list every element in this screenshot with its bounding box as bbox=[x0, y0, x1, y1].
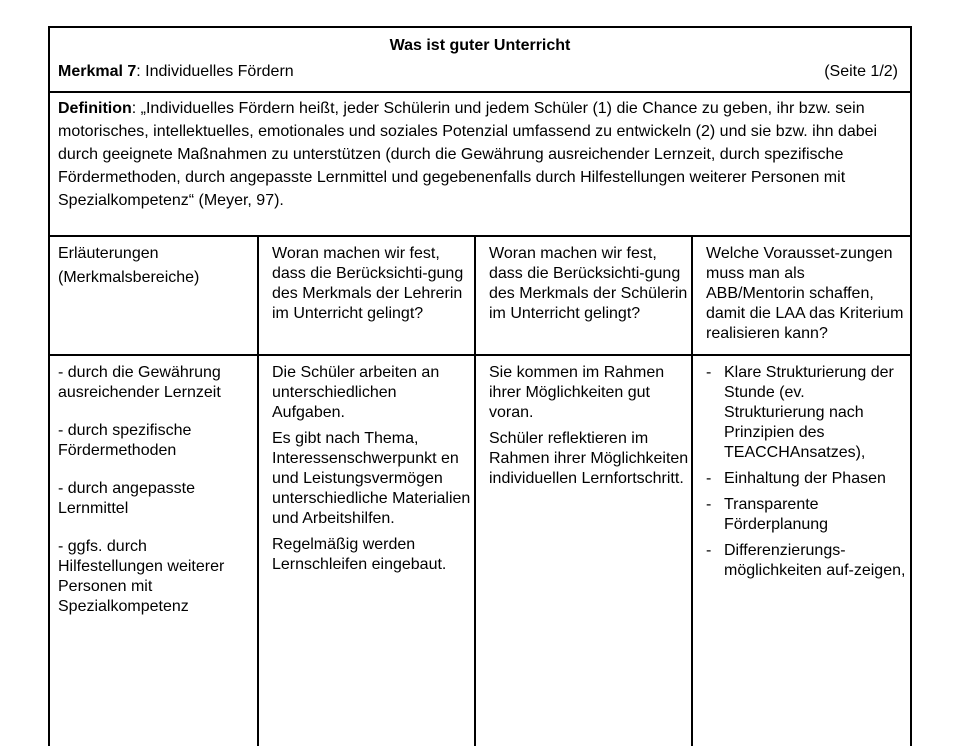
list-item: Es gibt nach Thema, Interessenschwerpunkt en und Leistungsvermögen unterschiedliche Materialien und Arbeitshilfen. bbox=[272, 430, 471, 527]
page-title: Was ist guter Unterricht bbox=[389, 37, 571, 54]
header-cell-teacher bbox=[272, 244, 472, 324]
list-item: Regelmäßig werden Lernschleifen eingebaut. bbox=[272, 536, 447, 573]
body-cell-explanations bbox=[58, 363, 254, 617]
list-item bbox=[706, 495, 908, 535]
definition-section bbox=[50, 91, 910, 237]
bullet-dash: - bbox=[706, 364, 712, 381]
feature-subtitle bbox=[58, 63, 294, 81]
definition-text: : „Individuelles Fördern heißt, jeder Schülerin und jedem Schüler (1) die Chance zu geben, ihr bzw. sein motorisches, intellektuelles, emotionales und soziales Potenzial umfassend zu entwickeln (2) und sie bzw. ihn dabei durch geeignete Maßnahmen zu unterstützen (durch die Gewährung ausreichender Lernzeit, durch spezifische Fördermethoden, durch angepasste Lernmittel und gegebenenfalls durch Hilfestellungen weiterer Personen mit Spezialkompetenz“ (Meyer, 97). bbox=[58, 100, 878, 209]
header-cell-explanations bbox=[58, 242, 250, 290]
header-student-text: Woran machen wir fest, dass die Berücksichti-gung des Merkmals der Schülerin im Unterricht gelingt? bbox=[489, 245, 688, 322]
list-item: - durch angepasste Lernmittel bbox=[58, 480, 195, 517]
bullet-dash: - bbox=[706, 496, 712, 513]
page-indicator: (Seite 1/2) bbox=[824, 63, 898, 80]
list-item-text: Einhaltung der Phasen bbox=[724, 470, 886, 487]
list-item: Sie kommen im Rahmen ihrer Möglichkeiten gut voran. bbox=[489, 364, 665, 421]
header-section bbox=[50, 28, 910, 93]
document-table bbox=[48, 26, 912, 746]
list-item: - durch spezifische Fördermethoden bbox=[58, 422, 192, 459]
row-divider bbox=[50, 354, 910, 356]
list-item-text: Klare Strukturierung der Stunde (ev. Strukturierung nach Prinzipien des TEACCHAnsatzes), bbox=[724, 364, 894, 461]
list-item: - durch die Gewährung ausreichender Lernzeit bbox=[58, 364, 221, 401]
definition-label: Definition bbox=[58, 100, 132, 117]
header-explanations-line1: Erläuterungen bbox=[58, 245, 159, 262]
body-cell-student bbox=[489, 363, 689, 489]
bullet-dash: - bbox=[706, 470, 712, 487]
list-item: - ggfs. durch Hilfestellungen weiterer Personen mit Spezialkompetenz bbox=[58, 538, 225, 615]
header-cell-mentor bbox=[706, 244, 906, 344]
list-item-text: Differenzierungs-möglichkeiten auf-zeigen, bbox=[724, 542, 906, 579]
requirements-list bbox=[706, 363, 908, 581]
list-item: Schüler reflektieren im Rahmen ihrer Möglichkeiten individuellen Lernfortschritt. bbox=[489, 430, 689, 487]
list-item: Die Schüler arbeiten an unterschiedlichen Aufgaben. bbox=[272, 364, 440, 421]
feature-name: : Individuelles Fördern bbox=[136, 63, 294, 80]
header-mentor-text: Welche Vorausset-zungen muss man als ABB/Mentorin schaffen, damit die LAA das Kriterium realisieren kann? bbox=[706, 245, 904, 342]
feature-label: Merkmal 7 bbox=[58, 63, 137, 80]
header-teacher-text: Woran machen wir fest, dass die Berücksichti-gung des Merkmals der Lehrerin im Unterricht gelingt? bbox=[272, 245, 464, 322]
list-item bbox=[706, 541, 908, 581]
column-divider bbox=[257, 235, 259, 746]
header-cell-student bbox=[489, 244, 689, 324]
list-item bbox=[706, 469, 908, 489]
body-cell-mentor bbox=[706, 363, 908, 587]
bullet-dash: - bbox=[706, 542, 712, 559]
header-explanations-line2: (Merkmalsbereiche) bbox=[58, 269, 200, 286]
list-item bbox=[706, 363, 908, 463]
column-divider bbox=[474, 235, 476, 746]
column-divider bbox=[691, 235, 693, 746]
list-item-text: Transparente Förderplanung bbox=[724, 496, 829, 533]
body-cell-teacher bbox=[272, 363, 472, 575]
